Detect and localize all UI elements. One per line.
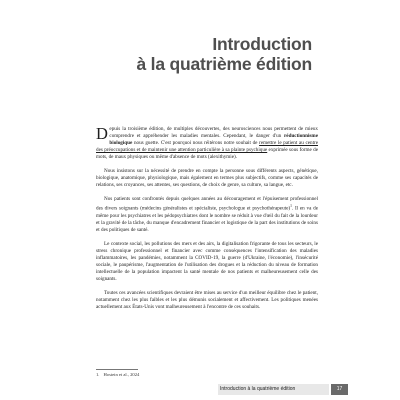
paragraph-1-part-c: nous guette. C'est pourquoi nous réitérons notre souhait de bbox=[132, 140, 260, 147]
paragraph-1-part-a: epuis la troisième édition, de multiples découvertes, des neurosciences nous permettent de mieux comprendre et appréhender les maladies mentales. Cependant, le danger d'un bbox=[109, 126, 318, 140]
drop-cap: D bbox=[96, 124, 108, 143]
paragraph-3-part-b: . Il en va de même pour les psychiatres et les pédopsychiatres dont le nombre se réduit à vue d'œil du fait de la lourdeur et la gravité de la tâche, du manque d'encadrement financier et logistique de la part des institutions de soins et des politiques de santé. bbox=[96, 205, 318, 234]
footnote bbox=[96, 372, 139, 377]
running-title: Introduction à la quatrième édition bbox=[220, 386, 296, 392]
paragraph-3-part-a: Nos patients sont confrontés depuis quelques années au découragement et l'épuisement professionnel des divers soignants (médecins généralistes et spécialiste, psychologue et psychothérapeute) bbox=[96, 196, 318, 212]
paragraph-1-part-e: exprimée sous forme de mots, de maux physiques ou même d'absence de mots (alexithymie). bbox=[96, 147, 318, 161]
paragraph-5: Toutes ces avancées scientifiques devraient être mises au service d'un meilleur équilibre chez le patient, notamment chez les plus faibles et les plus démunis socialement et affectivement. Les politiques menées actuellement aux États-Unis vont malheureusement à l'encontre de ces souhaits. bbox=[96, 290, 318, 311]
chapter-title-line-1: Introduction bbox=[212, 34, 312, 54]
chapter-title-line-2: à la quatrième édition bbox=[136, 54, 312, 74]
underlined-statement: remettre le patient au centre des préoccupations et de maintenir une attention particulière à sa plainte psychique bbox=[96, 140, 319, 154]
paragraph-1 bbox=[96, 126, 318, 161]
footnote-reference: 1 bbox=[290, 204, 292, 209]
emphasis-reductionnisme: réductionnisme biologique bbox=[109, 133, 318, 147]
footnote-divider bbox=[96, 369, 138, 370]
paragraph-2: Nous insistons sur la nécessité de prendre en compte la personne sous différents aspects, génétique, biologique, anatomique, physiologique, mais également en termes plus subjectifs, comme ses capacités de relations, ses croyances, ses attentes, ses questions, de choix de genre, sa culture, sa langue, etc. bbox=[96, 168, 318, 189]
body-text bbox=[96, 126, 318, 318]
paragraph-4: Le contexte social, les pollutions des mers et des airs, la digitalisation frigorante de tous les secteurs, le stress chronique professionnel et financier avec comme conséquences l'intensification des maladies inflammatoires, les pandémies, notamment la COVID-19, la guerre (d'Ukraine, l'économie), l'insécurité sociale, le paupérisme, l'augmentation de l'utilisation des drogues et la réduction du niveau de formation intellectuelle de la population impactent la santé mentale de nos patients et malheureusement celle des soignants. bbox=[96, 241, 318, 283]
footnote-number: 1. bbox=[96, 372, 100, 377]
paragraph-3 bbox=[96, 196, 318, 234]
footnote-text: Hostein et al., 2024 bbox=[103, 372, 140, 377]
page-number: 17 bbox=[331, 384, 348, 395]
chapter-title bbox=[136, 34, 312, 74]
